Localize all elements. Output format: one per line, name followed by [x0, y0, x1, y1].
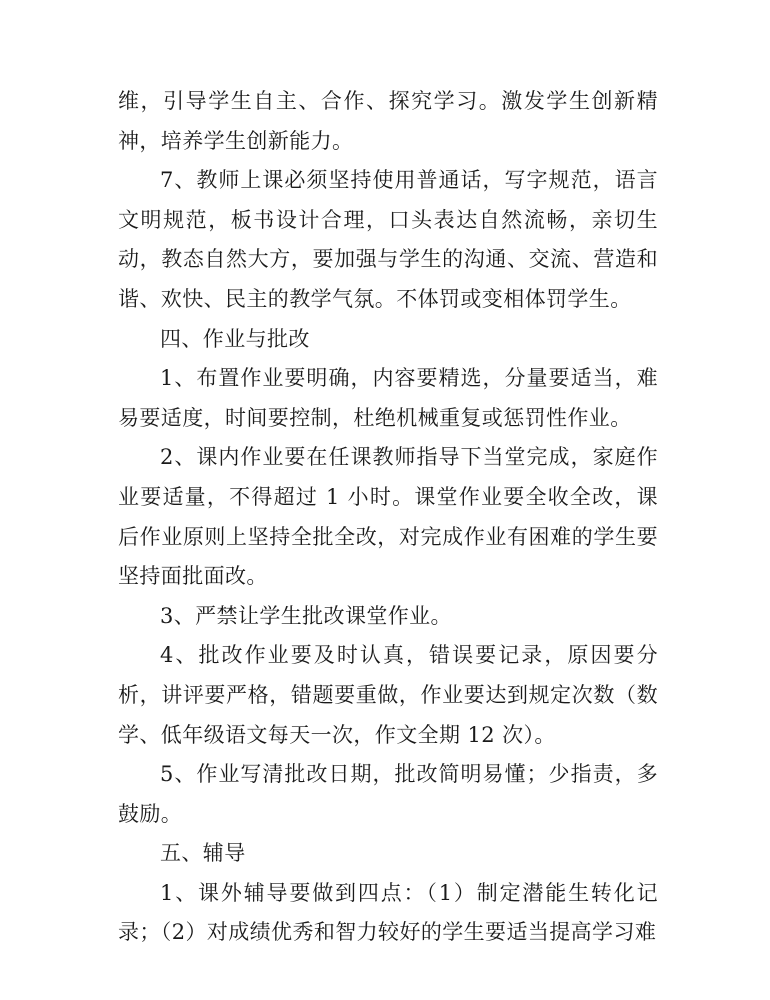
paragraph-continuation: 维，引导学生自主、合作、探究学习。激发学生创新精神，培养学生创新能力。	[118, 89, 658, 153]
paragraph-homework-4: 4、批改作业要及时认真，错误要记录，原因要分析，讲评要严格，错题要重做，作业要达到规定次数（数学、低年级语文每天一次，作文全期 12 次）。	[118, 643, 658, 747]
paragraph-homework-1: 1、布置作业要明确，内容要精选，分量要适当，难易要适度，时间要控制，杜绝机械重复或惩罚性作业。	[118, 366, 658, 430]
paragraph-homework-5: 5、作业写清批改日期，批改简明易懂；少指责，多鼓励。	[118, 762, 658, 826]
paragraph-homework-2: 2、课内作业要在任课教师指导下当堂完成，家庭作业要适量，不得超过 1 小时。课堂作业要全收全改，课后作业原则上坚持全批全改，对完成作业有困难的学生要坚持面批面改。	[118, 445, 658, 589]
paragraph-tutoring-1: 1、课外辅导要做到四点：（1）制定潜能生转化记录；（2）对成绩优秀和智力较好的学生要适当提高学习难	[118, 880, 658, 945]
section-heading-homework: 四、作业与批改	[160, 326, 310, 351]
paragraph-homework-3: 3、严禁让学生批改课堂作业。	[160, 603, 452, 628]
paragraph-item-7: 7、教师上课必须坚持使用普通话，写字规范，语言文明规范，板书设计合理，口头表达自然流畅，亲切生动，教态自然大方，要加强与学生的沟通、交流、营造和谐、欢快、民主的教学气氛。不体罚或变相体罚学生。	[118, 168, 658, 311]
section-heading-tutoring: 五、辅导	[160, 841, 246, 866]
document-body	[118, 82, 658, 953]
